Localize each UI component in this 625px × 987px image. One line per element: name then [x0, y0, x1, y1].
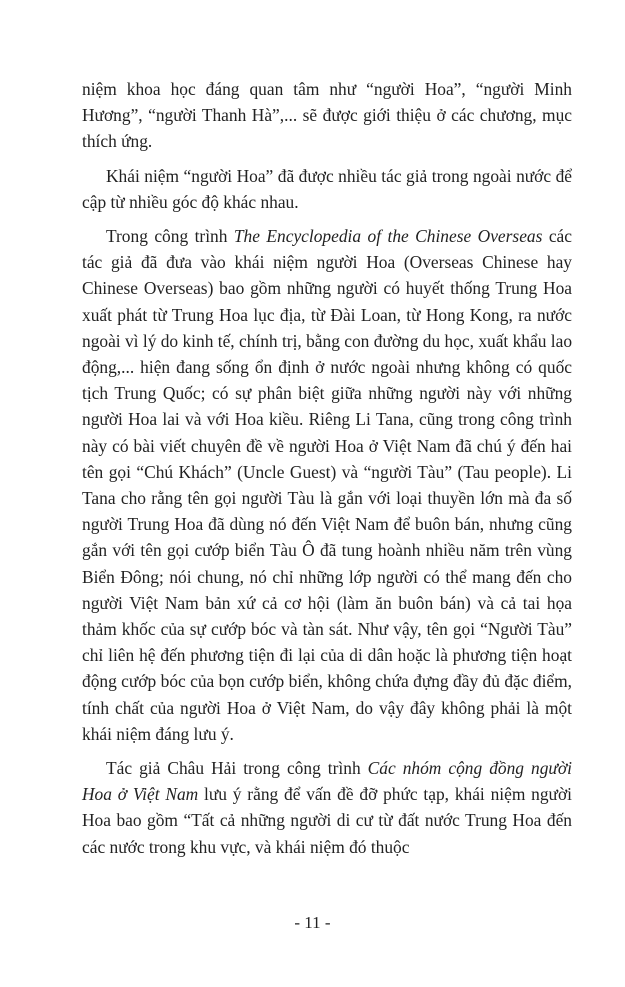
- paragraph-continuation: niệm khoa học đáng quan tâm như “người Hoa”, “người Minh Hương”, “người Thanh Hà”,... sẽ được giới thiệu ở các chương, mục thích ứng.: [82, 79, 572, 152]
- paragraph-encyclopedia: [82, 223, 572, 747]
- encyclopedia-title: The Encyclopedia of the Chinese Overseas: [233, 226, 543, 247]
- encyclopedia-body-text: các tác giả đã đưa vào khái niệm người Hoa (Overseas Chinese hay Chinese Overseas) bao gồm những người có huyết thống Trung Hoa xuất phát từ Trung Hoa lục địa, từ Đài Loan, từ Hong Kong, ra nước ngoài vì lý do kinh tế, chính trị, bằng con đường du học, xuất khẩu lao động,... hiện đang sống ổn định ở nước ngoài nhưng không có quốc tịch Trung Quốc; có sự phân biệt giữa những người này với những người Hoa lai và với Hoa kiều. Riêng Li Tana, cũng trong công trình này có bài viết chuyên đề về người Hoa ở Việt Nam đã chú ý đến hai tên gọi “Chú Khách” (Uncle Guest) và “người Tàu” (Tau people). Li Tana cho rằng tên gọi người Tàu là gắn với loại thuyền lớn mà đa số người Trung Hoa đã dùng nó đến Việt Nam để buôn bán, nhưng cũng gắn với tên gọi cướp biển Tàu Ô đã tung hoành nhiều năm trên vùng Biển Đông; nói chung, nó chỉ những lớp người có thể mang đến cho người Việt Nam bản xứ cả cơ hội (làm ăn buôn bán) và cả tai họa thảm khốc của sự cướp bóc và tàn sát. Như vậy, tên gọi “Người Tàu” chỉ liên hệ đến phương tiện đi lại của di dân hoặc là phương tiện hoạt động cướp bóc của bọn cướp biển, không chứa đựng đầy đủ đặc điểm, tính chất của người Hoa ở Việt Nam, do vậy đây không phải là một khái niệm đáng lưu ý.: [82, 226, 573, 744]
- chau-hai-intro-text: Tác giả Châu Hải trong công trình: [106, 758, 368, 779]
- encyclopedia-intro-text: Trong công trình: [106, 226, 234, 247]
- chau-hai-work-title: Các nhóm cộng đồng người Hoa ở Việt Nam: [82, 758, 573, 805]
- chau-hai-body-text: lưu ý rằng để vấn đề đỡ phức tạp, khái niệm người Hoa bao gồm “Tất cả những người di cư từ đất nước Trung Hoa đến các nước trong khu vực, và khái niệm đó thuộc: [82, 784, 572, 857]
- paragraph-chau-hai: [82, 755, 572, 860]
- book-page-body: [82, 76, 572, 860]
- page-number: - 11 -: [294, 913, 331, 932]
- paragraph-chinese-concept: Khái niệm “người Hoa” đã được nhiều tác giả trong ngoài nước để cập từ nhiều góc độ khác nhau.: [82, 165, 572, 212]
